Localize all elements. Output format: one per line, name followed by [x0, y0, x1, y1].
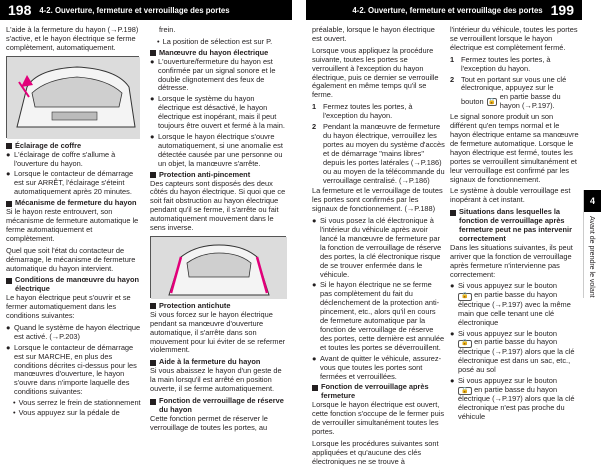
chapter-label: Avant de prendre le volant — [588, 216, 595, 298]
sensor-illustration — [150, 236, 286, 298]
bullet: ● Lorsque le hayon électrique s'ouvre automatiquement, si une anomalie est détectée causée par une personne ou un objet, la manœuvre s'arrête. — [150, 131, 283, 168]
left-page-title: 4-2. Ouverture, fermeture et verrouillage des portes — [39, 5, 230, 15]
bullet: ● Si le hayon électrique ne se ferme pas complètement du fait du déclenchement de la protection anti-pincement, etc., alors qu'il en cours de fermeture automatique par la fonction de verrouillage de réserve des portes, cette dernière est annulée et toutes les portes se déverrouillent. — [312, 280, 445, 352]
lock-button-icon: 🔒 — [487, 98, 496, 105]
heading-conditions: Conditions de manœuvre du hayon électrique — [6, 276, 141, 294]
right-page-header — [306, 0, 582, 20]
heading-lock-after-close: Fonction de verrouillage après fermeture — [312, 383, 445, 401]
heading-mechanism: Mécanisme de fermeture du hayon — [6, 199, 141, 208]
heading-maneuver: Manœuvre du hayon électrique — [150, 49, 288, 58]
lock-continued: l'intérieur du véhicule, toutes les portes se verrouillent lorsque le hayon électrique est complètement fermé. — [450, 25, 578, 52]
heading-assist: Aide à la fermeture du hayon — [150, 358, 288, 367]
bullet: ● Lorsque le système du hayon électrique est désactivé, le hayon électrique est inopérant, mais il peut toujours être ouvert et fermé à la main. — [150, 94, 285, 131]
bullet: ● Lorsque le contacteur de démarrage est sur ARRÊT, l'éclairage s'éteint automatiquement après 20 minutes. — [6, 169, 134, 197]
step-2: 2 Pendant la manœuvre de fermeture du hayon électrique, verrouillez les portes au moyen du système d'accès et de démarrage "mains libres" depuis les portes latérales (→P.186) ou au moyen de la télécommande du verrouillage centralisé. (→P.186) — [312, 122, 445, 185]
right-page-number: 199 — [550, 2, 574, 18]
bullet: ● Si vous posez la clé électronique à l'intérieur du véhicule après avoir lancé la manœuvre de fermeture par la fonction de verrouillage de réserve des portes, la clé électronique risque de se trouver enfermée dans le véhicule. — [312, 216, 442, 279]
column-1 — [6, 26, 141, 419]
lock-text-1: Lorsque le hayon électrique est ouvert, cette fonction s'occupe de le fermer puis de verrouiller simultanément toutes les portes. — [312, 400, 445, 436]
reserve-text: Cette fonction permet de réserver le verrouillage de toutes les portes, au — [150, 413, 268, 432]
tailgate-sensor-illustration — [151, 237, 287, 299]
heading-situations: Situations dans lesquelles la fonction de verrouillage après fermeture peut ne pas intervenir correctement — [450, 208, 580, 244]
column-3 — [312, 26, 445, 470]
bullet: ● L'éclairage de coffre s'allume à l'ouverture du hayon. — [6, 149, 116, 168]
antijam-text: Si vous forcez sur le hayon électrique pendant sa manœuvre d'ouverture automatique, il s'arrête dans son mouvement pour lui éviter de se refermer violemment. — [150, 309, 286, 355]
heading-reserve: Fonction de verrouillage de réserve du hayon — [150, 397, 288, 415]
chapter-side-tab — [583, 190, 600, 298]
conditions-text: Le hayon électrique peut s'ouvrir et se fermer automatiquement dans les conditions suivantes: — [6, 293, 131, 321]
step-2: 2 Tout en portant sur vous une clé électronique, appuyez sur le bouton 🔒 en partie basse du hayon (→P.197). — [450, 74, 567, 111]
lock-button-icon: 🔒 — [458, 340, 472, 348]
left-page-header — [0, 0, 292, 20]
car-rear-illustration — [7, 57, 140, 139]
intro-text: L'aide à la fermeture du hayon (→P.198) s'active, et le hayon électrique se ferme complètement, automatiquement. — [6, 25, 139, 52]
bullet: ● L'ouverture/fermeture du hayon est confirmée par un signal sonore et le double clignotement des feux de détresse. — [150, 56, 276, 93]
right-page-title: 4-2. Ouverture, fermeture et verrouillage des portes — [352, 5, 543, 15]
mechanism-text-2: Quel que soit l'état du contacteur de démarrage, le mécanisme de fermeture automatique du hayon intervient. — [6, 245, 136, 273]
bullet: ● Si vous appuyez sur le bouton 🔒 en partie basse du hayon électrique (→P.197) avec la même main que celle tenant une clé électronique — [450, 281, 571, 327]
sub-bullet: • Vous serrez le frein de stationnement — [13, 398, 141, 408]
continued-text: frein. — [159, 25, 176, 34]
reserve-continued: préalable, lorsque le hayon électrique est ouvert. — [312, 25, 435, 43]
signal-text: Le signal sonore produit un son différent qu'en temps normal et le hayon électrique entame sa manœuvre de fermeture automatique. Lorsque le hayon électrique est fermé, toutes les portes se verrouillent simultanément et leur verrouillage est confirmé par les signaux de fonctionnement. — [450, 112, 579, 184]
bullet: ● Si vous appuyez sur le bouton 🔒 en partie basse du hayon électrique (→P.197) alors que la clé électronique est dans un sac, etc., posé au sol — [450, 328, 575, 374]
hayon-illustration — [6, 56, 139, 138]
pinch-text: Des capteurs sont disposés des deux côtés du hayon électrique. Si quoi que ce soit fait obstruction au hayon électrique pendant qu'il se ferme, il s'arrête ou fait automatiquement mouvement dans le sens inverse. — [150, 178, 286, 233]
chapter-number: 4 — [584, 190, 601, 212]
column-2 — [150, 26, 288, 436]
heading-lighting: Éclairage de coffre — [6, 142, 141, 151]
lock-button-icon: 🔒 — [458, 387, 472, 395]
column-4 — [450, 26, 580, 424]
lock-text-2: Lorsque les procédures suivantes sont appliquées et qu'aucune des clés électroniques ne se trouve à — [312, 438, 439, 466]
bullet: ● Avant de quitter le véhicule, assurez-vous que toutes les portes sont fermées et verrouillées. — [312, 353, 442, 381]
sub-bullet: • La position de sélection est sur P. — [157, 36, 273, 46]
left-page-number: 198 — [8, 2, 32, 18]
bullet: ● Si vous appuyez sur le bouton 🔒 en partie basse du hayon électrique (→P.197) alors que la clé électronique n'est pas proche du véhicule — [450, 375, 575, 421]
step-1: 1 Fermez toutes les portes, à l'exception du hayon. — [450, 54, 551, 73]
bullet: ● Quand le système de hayon électrique est activé. (→P.203) — [6, 322, 141, 341]
procedure-intro: Lorsque vous appliquez la procédure suivante, toutes les portes se verrouillent à l'exception du hayon électrique, puis ce dernier se verrouille également en même temps qu'il se ferme. — [312, 45, 439, 100]
confirm-text: La fermeture et le verrouillage de toutes les portes sont confirmés par les signaux de fonctionnement. (→P.188) — [312, 186, 443, 214]
heading-pinch: Protection anti-pincement — [150, 171, 288, 180]
mechanism-text-1: Si le hayon reste entrouvert, son mécanisme de fermeture automatique le ferme automatiquement et complètement. — [6, 207, 139, 243]
situations-text: Dans les situations suivantes, ils peut arriver que la fonction de verrouillage après fermeture n'intervienne pas correctement: — [450, 242, 573, 279]
heading-antijam: Protection antichute — [150, 302, 288, 311]
lock-button-icon: 🔒 — [458, 293, 472, 301]
double-lock-text: Le système à double verrouillage est inopérant à cet instant. — [450, 186, 571, 205]
bullet: ● Lorsque le contacteur de démarrage est sur MARCHE, en plus des conditions décrites ci-dessus pour les manœuvres d'ouverture, le hayon s'ouvre dans n'importe laquelle des conditions suivantes: — [6, 342, 137, 397]
step-1: 1 Fermez toutes les portes, à l'exception du hayon. — [312, 102, 413, 121]
sub-bullet: • Vous appuyez sur la pédale de — [13, 408, 120, 418]
assist-text: Si vous abaissez le hayon d'un geste de la main lorsqu'il est arrêté en position ouverte, il se ferme automatiquement. — [150, 366, 282, 394]
